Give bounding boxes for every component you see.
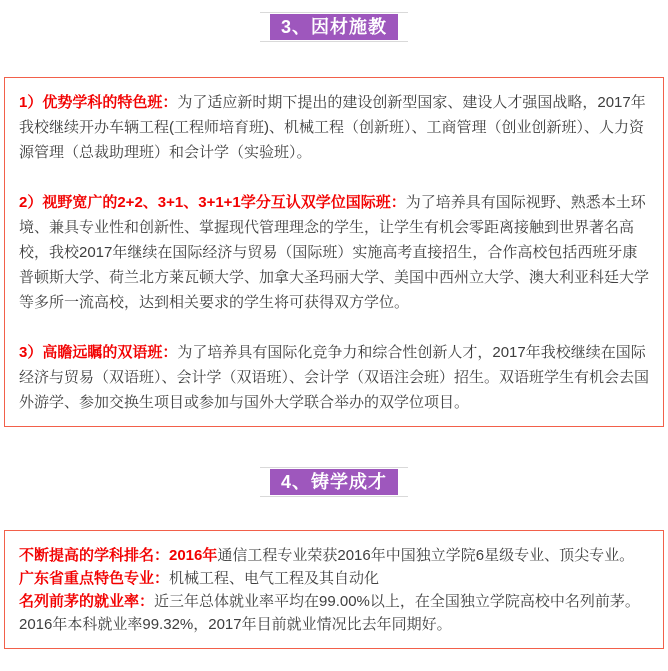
- paragraph-label: 3）高瞻远瞩的双语班：: [19, 344, 178, 361]
- heading-rule-wrap: [260, 467, 408, 497]
- paragraph-featured-classes: [19, 90, 649, 165]
- paragraph-label: 1）优势学科的特色班：: [19, 94, 178, 111]
- paragraph-international-classes: [19, 190, 649, 315]
- achievements-box: [4, 530, 664, 649]
- section-heading-4: [0, 467, 668, 497]
- paragraph-text: 机械工程、电气工程及其自动化: [169, 570, 380, 587]
- paragraph-label: 不断提高的学科排名：2016年: [19, 547, 218, 564]
- paragraph-label: 2）视野宽广的2+2、3+1、3+1+1学分互认双学位国际班：: [19, 194, 406, 211]
- article-page: [0, 12, 668, 649]
- paragraph-key-majors: [19, 567, 649, 590]
- paragraph-text: 为了适应新时期下提出的建设创新型国家、建设人才强国战略，2017年我校继续开办车辆工程(工程师培育班)、机械工程（创新班）、工商管理（创业创新班）、人力资源管理（总裁助理班）和会计学（实验班）。: [19, 94, 646, 161]
- paragraph-text: 为了培养具有国际化竞争力和综合性创新人才，2017年我校继续在国际经济与贸易（双语班）、会计学（双语班）、会计学（双语注会班）招生。双语班学生有机会去国外游学、参加交换生项目或参加与国外大学联合举办的双学位项目。: [19, 344, 650, 411]
- paragraph-employment-rate: [19, 590, 649, 636]
- paragraph-text: 近三年总体就业率平均在99.00%以上，在全国独立学院高校中名列前茅。2016年本科就业率99.32%，2017年目前就业情况比去年同期好。: [19, 593, 640, 633]
- section-4-badge: 4、铸学成才: [270, 469, 398, 495]
- paragraph-label: 广东省重点特色专业：: [19, 570, 170, 587]
- teaching-programs-box: [4, 77, 664, 427]
- paragraph-text: 为了培养具有国际视野、熟悉本土环境、兼具专业性和创新性、掌握现代管理理念的学生，让学生有机会零距离接触到世界著名高校，我校2017年继续在国际经济与贸易（国际班）实施高考直接招生，合作高校包括西班牙康普顿斯大学、荷兰北方莱瓦顿大学、加拿大圣玛丽大学、美国中西州立大学、澳大利亚科廷大学等多所一流高校，达到相关要求的学生将可获得双方学位。: [19, 194, 650, 311]
- paragraph-bilingual-classes: [19, 340, 649, 415]
- section-heading-3: [0, 12, 668, 42]
- heading-rule-wrap: [260, 12, 408, 42]
- paragraph-label: 名列前茅的就业率：: [19, 593, 155, 610]
- section-3-badge: 3、因材施教: [270, 14, 398, 40]
- paragraph-subject-ranking: [19, 544, 649, 567]
- paragraph-text: 通信工程专业荣获2016年中国独立学院6星级专业、顶尖专业。: [217, 547, 635, 564]
